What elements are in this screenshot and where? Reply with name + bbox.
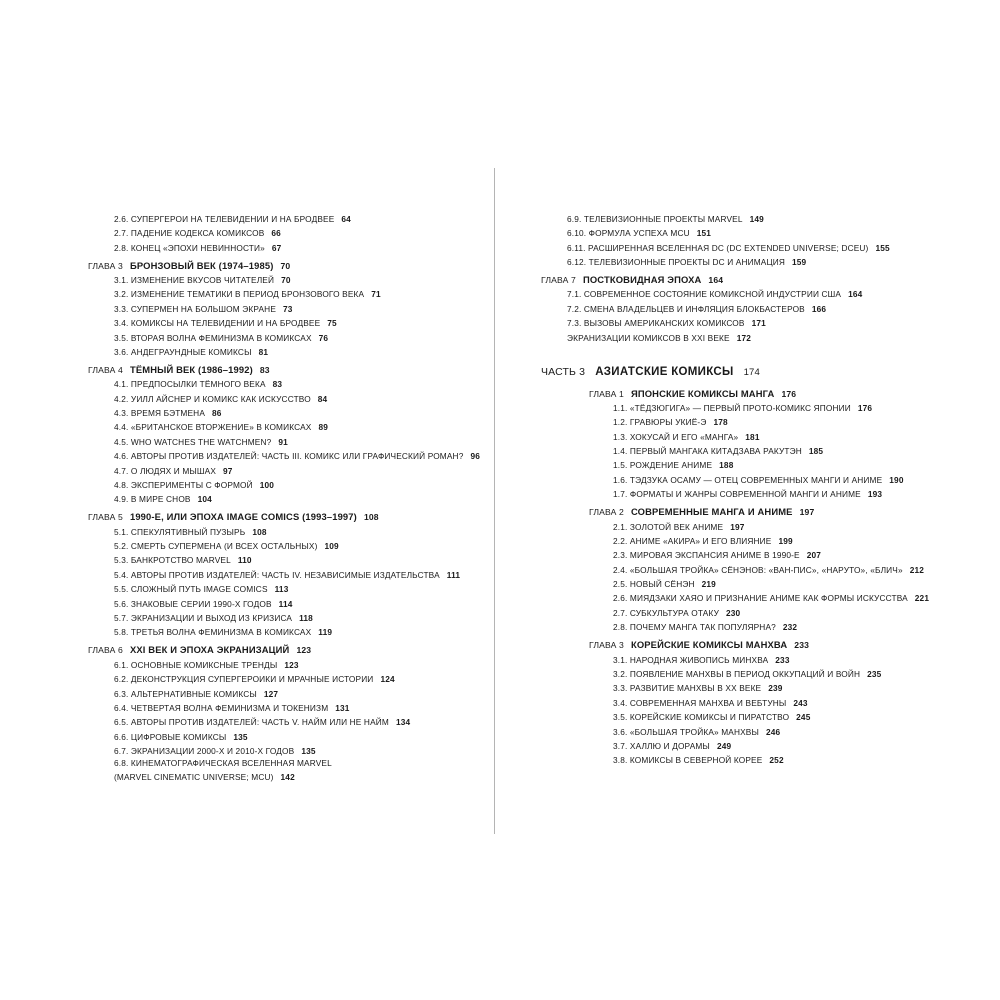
entry-title: 3.1. ИЗМЕНЕНИЕ ВКУСОВ ЧИТАТЕЛЕЙ — [114, 275, 275, 286]
page-number: 178 — [713, 417, 728, 428]
page-number: 134 — [395, 717, 411, 728]
part-heading — [541, 361, 961, 383]
page-number: 243 — [793, 697, 808, 708]
toc-entry — [541, 302, 961, 316]
toc-entry — [88, 464, 488, 478]
toc-chapter-heading — [88, 363, 488, 377]
toc-entry — [88, 658, 488, 672]
entry-title: ЭКРАНИЗАЦИИ КОМИКСОВ В XXI ВЕКЕ — [567, 332, 730, 343]
entry-title: 6.7. ЭКРАНИЗАЦИИ 2000-Х И 2010-Х ГОДОВ — [114, 746, 295, 757]
page-number: 123 — [284, 659, 299, 670]
toc-entry — [541, 577, 961, 591]
entry-title: 4.2. УИЛЛ АЙСНЕР И КОМИКС КАК ИСКУССТВО — [114, 393, 311, 404]
toc-entry — [88, 492, 488, 506]
page-number: 110 — [237, 555, 252, 566]
page-number: 86 — [212, 408, 222, 419]
toc-entry — [88, 420, 488, 434]
page-number: 246 — [765, 726, 781, 737]
toc-entry — [88, 435, 488, 449]
page-number: 233 — [794, 640, 810, 651]
toc-entry — [541, 430, 961, 444]
toc-entry — [541, 473, 961, 487]
chapter-label: ГЛАВА 1 — [589, 388, 624, 399]
page-number: 119 — [318, 627, 333, 638]
toc-entry — [88, 406, 488, 420]
page-number: 207 — [806, 550, 822, 561]
entry-title: 2.8. КОНЕЦ «ЭПОХИ НЕВИННОСТИ» — [114, 242, 265, 253]
toc-entry — [541, 287, 961, 301]
entry-title: 5.4. АВТОРЫ ПРОТИВ ИЗДАТЕЛЕЙ: ЧАСТЬ IV. НЕЗАВИСИМЫЕ ИЗДАТЕЛЬСТВА — [114, 569, 440, 580]
entry-title: 2.4. «БОЛЬШАЯ ТРОЙКА» СЁНЭНОВ: «ВАН-ПИС», «НАРУТО», «БЛИЧ» — [613, 564, 903, 575]
chapter-title: КОРЕЙСКИЕ КОМИКСЫ МАНХВА — [630, 639, 788, 651]
toc-entry — [541, 212, 961, 226]
entry-title: 1.1. «ТЁДЗЮГИГА» — ПЕРВЫЙ ПРОТО-КОМИКС ЯПОНИИ — [613, 402, 851, 413]
toc-entry — [541, 563, 961, 577]
toc-entry — [88, 331, 488, 345]
page-number: 159 — [792, 257, 807, 268]
toc-entry — [88, 525, 488, 539]
entry-title: 6.2. ДЕКОНСТРУКЦИЯ СУПЕРГЕРОИКИ И МРАЧНЫЕ ИСТОРИИ — [114, 674, 374, 685]
entry-title: 1.7. ФОРМАТЫ И ЖАНРЫ СОВРЕМЕННОЙ МАНГИ И АНИМЕ — [613, 489, 861, 500]
page-number: 70 — [280, 260, 291, 271]
page-number: 219 — [701, 579, 716, 590]
toc-entry — [88, 730, 488, 744]
toc-entry — [541, 710, 961, 724]
page-number: 185 — [808, 446, 824, 457]
chapter-title: БРОНЗОВЫЙ ВЕК (1974–1985) — [129, 259, 274, 271]
chapter-title: 1990-Е, ИЛИ ЭПОХА IMAGE COMICS (1993–1997) — [129, 511, 357, 523]
entry-title: 3.6. АНДЕГРАУНДНЫЕ КОМИКСЫ — [114, 347, 252, 358]
entry-title: 6.8. КИНЕМАТОГРАФИЧЕСКАЯ ВСЕЛЕННАЯ MARVEL — [114, 758, 332, 769]
chapter-title: СОВРЕМЕННЫЕ МАНГА И АНИМЕ — [630, 506, 793, 518]
page-number: 232 — [782, 622, 798, 633]
toc-entry — [88, 597, 488, 611]
page-number: 104 — [197, 494, 212, 505]
entry-title: 5.7. ЭКРАНИЗАЦИИ И ВЫХОД ИЗ КРИЗИСА — [114, 613, 293, 624]
page-number: 135 — [301, 746, 316, 757]
toc-entry — [88, 672, 488, 686]
entry-title: 5.6. ЗНАКОВЫЕ СЕРИИ 1990-Х ГОДОВ — [114, 598, 272, 609]
page-number: 176 — [781, 388, 797, 399]
toc-entry — [88, 345, 488, 359]
page-number: 96 — [470, 451, 480, 462]
entry-title: 7.1. СОВРЕМЕННОЕ СОСТОЯНИЕ КОМИКСНОЙ ИНДУСТРИИ США — [567, 289, 842, 300]
page-number: 252 — [769, 755, 784, 766]
page-number: 155 — [875, 242, 890, 253]
entry-title: 3.5. ВТОРАЯ ВОЛНА ФЕМИНИЗМА В КОМИКСАХ — [114, 332, 312, 343]
page-number: 151 — [696, 228, 712, 239]
page-number: 176 — [857, 402, 873, 413]
toc-section-part3 — [541, 387, 961, 768]
entry-title: 3.2. ИЗМЕНЕНИЕ ТЕМАТИКИ В ПЕРИОД БРОНЗОВОГО ВЕКА — [114, 289, 365, 300]
chapter-label: ГЛАВА 6 — [88, 645, 123, 656]
page-number: 111 — [446, 569, 461, 580]
entry-title: 3.3. СУПЕРМЕН НА БОЛЬШОМ ЭКРАНЕ — [114, 303, 277, 314]
toc-entry — [541, 696, 961, 710]
page-number: 171 — [751, 318, 766, 329]
toc-entry — [88, 568, 488, 582]
page-number: 212 — [909, 564, 925, 575]
toc-entry — [541, 739, 961, 753]
page-number: 197 — [799, 507, 815, 518]
entry-title: 4.6. АВТОРЫ ПРОТИВ ИЗДАТЕЛЕЙ: ЧАСТЬ III. КОМИКС ИЛИ ГРАФИЧЕСКИЙ РОМАН? — [114, 451, 464, 462]
page-number: 149 — [749, 214, 764, 224]
toc-entry — [88, 553, 488, 567]
page-number: 233 — [775, 654, 790, 665]
page-number: 70 — [281, 275, 291, 286]
page-number: 83 — [272, 379, 283, 390]
entry-title: 5.3. БАНКРОТСТВО MARVEL — [114, 555, 231, 566]
part-title: АЗИАТСКИЕ КОМИКСЫ — [595, 366, 734, 379]
entry-title: 4.8. ЭКСПЕРИМЕНТЫ С ФОРМОЙ — [114, 480, 253, 491]
page-number: 166 — [811, 303, 827, 314]
entry-title: 5.2. СМЕРТЬ СУПЕРМЕНА (И ВСЕХ ОСТАЛЬНЫХ) — [114, 541, 318, 552]
toc-entry — [541, 534, 961, 548]
chapter-title: ПОСТКОВИДНАЯ ЭПОХА — [582, 274, 702, 286]
toc-entry — [541, 620, 961, 634]
page-number: 190 — [889, 474, 904, 485]
page-number: 197 — [730, 521, 745, 532]
chapter-title: ТЁМНЫЙ ВЕК (1986–1992) — [129, 363, 253, 375]
entry-title: 1.6. ТЭДЗУКА ОСАМУ — ОТЕЦ СОВРЕМЕННЫХ МАНГИ И АНИМЕ — [613, 474, 883, 485]
chapter-label: ГЛАВА 2 — [589, 507, 624, 518]
page-number: 199 — [778, 535, 793, 546]
chapter-title: ЯПОНСКИЕ КОМИКСЫ МАНГА — [630, 387, 775, 399]
toc-entry — [88, 758, 488, 770]
entry-title: 6.4. ЧЕТВЕРТАЯ ВОЛНА ФЕМИНИЗМА И ТОКЕНИЗМ — [114, 702, 329, 713]
toc-entry — [541, 681, 961, 695]
toc-chapter-heading — [88, 259, 488, 273]
entry-title: (MARVEL CINEMATIC UNIVERSE; MCU) — [114, 771, 274, 782]
entry-title: 3.4. КОМИКСЫ НА ТЕЛЕВИДЕНИИ И НА БРОДВЕЕ — [114, 318, 321, 329]
page-number: 66 — [271, 228, 281, 239]
entry-title: 2.5. НОВЫЙ СЁНЭН — [613, 579, 695, 590]
toc-entry — [88, 302, 488, 316]
toc-entry — [541, 591, 961, 605]
toc-chapter-heading — [541, 387, 961, 401]
page-number: 64 — [341, 214, 351, 224]
entry-title: 7.3. ВЫЗОВЫ АМЕРИКАНСКИХ КОМИКСОВ — [567, 318, 745, 329]
entry-title: 2.2. АНИМЕ «АКИРА» И ЕГО ВЛИЯНИЕ — [613, 535, 772, 546]
left-page — [88, 212, 488, 784]
entry-title: 2.8. ПОЧЕМУ МАНГА ТАК ПОПУЛЯРНА? — [613, 622, 776, 633]
entry-title: 3.7. ХАЛЛЮ И ДОРАМЫ — [613, 740, 710, 751]
entry-title: 2.6. МИЯДЗАКИ ХАЯО И ПРИЗНАНИЕ АНИМЕ КАК ФОРМЫ ИСКУССТВА — [613, 593, 908, 604]
page-number: 91 — [278, 436, 288, 447]
toc-chapter-heading — [88, 510, 488, 524]
page-number: 135 — [233, 731, 248, 742]
toc-chapter-heading — [88, 643, 488, 657]
toc-chapter-heading — [541, 505, 961, 519]
page-number: 73 — [283, 303, 293, 314]
entry-title: 2.7. СУБКУЛЬТУРА ОТАКУ — [613, 607, 719, 618]
entry-title: 1.2. ГРАВЮРЫ УКИЁ-Э — [613, 417, 707, 428]
page-divider — [494, 168, 495, 834]
entry-title: 2.7. ПАДЕНИЕ КОДЕКСА КОМИКСОВ — [114, 228, 265, 239]
entry-title: 6.1. ОСНОВНЫЕ КОМИКСНЫЕ ТРЕНДЫ — [114, 659, 278, 670]
toc-entry — [88, 226, 488, 240]
chapter-label: ГЛАВА 5 — [88, 512, 123, 523]
page-number: 109 — [324, 541, 339, 552]
page-number: 235 — [867, 668, 882, 679]
chapter-label: ГЛАВА 3 — [88, 260, 123, 271]
toc-entry — [541, 520, 961, 534]
toc-entry — [88, 715, 488, 729]
toc-entry — [88, 287, 488, 301]
toc-entry — [88, 770, 488, 784]
page-number: 181 — [745, 431, 760, 442]
page-number: 67 — [271, 242, 282, 253]
toc-entry — [541, 415, 961, 429]
entry-title: 3.4. СОВРЕМЕННАЯ МАНХВА И ВЕБТУНЫ — [613, 697, 787, 708]
page-number: 118 — [299, 613, 313, 624]
page-number: 123 — [296, 645, 312, 656]
toc-entry — [541, 458, 961, 472]
toc-entry — [88, 701, 488, 715]
chapter-title: XXI ВЕК И ЭПОХА ЭКРАНИЗАЦИЙ — [129, 644, 290, 656]
page-number: 124 — [380, 674, 395, 685]
chapter-label: ГЛАВА 3 — [589, 640, 624, 651]
page-number: 108 — [252, 526, 267, 537]
page-number: 193 — [867, 489, 883, 500]
toc-entry — [88, 478, 488, 492]
part-label: ЧАСТЬ 3 — [541, 366, 586, 379]
entry-title: 3.8. КОМИКСЫ В СЕВЕРНОЙ КОРЕЕ — [613, 755, 763, 766]
chapter-label: ГЛАВА 7 — [541, 275, 576, 286]
toc-entry — [541, 606, 961, 620]
entry-title: 4.9. В МИРЕ СНОВ — [114, 494, 191, 505]
page-number: 131 — [335, 702, 350, 713]
entry-title: 6.5. АВТОРЫ ПРОТИВ ИЗДАТЕЛЕЙ: ЧАСТЬ V. НАЙМ ИЛИ НЕ НАЙМ — [114, 717, 389, 728]
page-number: 75 — [327, 318, 337, 329]
toc-entry — [88, 449, 488, 463]
toc-entry — [541, 444, 961, 458]
entry-title: 3.5. КОРЕЙСКИЕ КОМИКСЫ И ПИРАТСТВО — [613, 712, 790, 723]
toc-entry — [88, 744, 488, 758]
entry-title: 6.10. ФОРМУЛА УСПЕХА MCU — [567, 228, 690, 239]
toc-entry — [88, 539, 488, 553]
entry-title: 6.12. ТЕЛЕВИЗИОННЫЕ ПРОЕКТЫ DC И АНИМАЦИЯ — [567, 257, 786, 268]
toc-entry — [88, 687, 488, 701]
toc-entry — [541, 241, 961, 255]
entry-title: 4.1. ПРЕДПОСЫЛКИ ТЁМНОГО ВЕКА — [114, 379, 266, 390]
toc-entry — [88, 241, 488, 255]
page-number: 142 — [280, 771, 295, 782]
page-number: 76 — [318, 332, 329, 343]
page-number: 114 — [278, 598, 293, 609]
toc-entry — [541, 255, 961, 269]
toc-entry — [88, 392, 488, 406]
toc-entry — [88, 611, 488, 625]
toc-section-part2-end — [541, 212, 961, 345]
entry-title: 2.1. ЗОЛОТОЙ ВЕК АНИМЕ — [613, 521, 724, 532]
toc-entry — [541, 331, 961, 345]
toc-entry — [88, 273, 488, 287]
toc-entry — [541, 753, 961, 767]
page-number: 249 — [716, 740, 732, 751]
entry-title: 3.1. НАРОДНАЯ ЖИВОПИСЬ МИНХВА — [613, 654, 769, 665]
toc-entry — [541, 401, 961, 415]
entry-title: 5.5. СЛОЖНЫЙ ПУТЬ IMAGE COMICS — [114, 584, 268, 595]
page-number: 89 — [318, 422, 328, 433]
entry-title: 6.9. ТЕЛЕВИЗИОННЫЕ ПРОЕКТЫ MARVEL — [567, 214, 743, 224]
page-number: 230 — [726, 607, 741, 618]
toc-entry — [88, 582, 488, 596]
toc-entry — [541, 226, 961, 240]
page-number: 221 — [914, 593, 930, 604]
page-number: 100 — [259, 480, 275, 491]
page-number: 172 — [736, 332, 751, 343]
part-page-number: 174 — [743, 367, 760, 379]
toc-entry — [88, 212, 488, 226]
entry-title: 3.2. ПОЯВЛЕНИЕ МАНХВЫ В ПЕРИОД ОККУПАЦИЙ И ВОЙН — [613, 668, 861, 679]
entry-title: 4.5. WHO WATCHES THE WATCHMEN? — [114, 436, 272, 447]
page-number: 188 — [719, 460, 734, 471]
page-number: 84 — [317, 393, 328, 404]
page-number: 113 — [274, 584, 289, 595]
page-number: 81 — [258, 347, 269, 358]
entry-title: 5.8. ТРЕТЬЯ ВОЛНА ФЕМИНИЗМА В КОМИКСАХ — [114, 627, 312, 638]
entry-title: 4.7. О ЛЮДЯХ И МЫШАХ — [114, 465, 217, 476]
toc-entry — [88, 377, 488, 391]
page-number: 83 — [259, 364, 270, 375]
entry-title: 1.4. ПЕРВЫЙ МАНГАКА КИТАДЗАВА РАКУТЭН — [613, 446, 802, 457]
entry-title: 6.11. РАСШИРЕННАЯ ВСЕЛЕННАЯ DC (DC EXTENDED UNIVERSE; DCEU) — [567, 242, 869, 253]
entry-title: 5.1. СПЕКУЛЯТИВНЫЙ ПУЗЫРЬ — [114, 526, 246, 537]
entry-title: 1.5. РОЖДЕНИЕ АНИМЕ — [613, 460, 713, 471]
entry-title: 4.4. «БРИТАНСКОЕ ВТОРЖЕНИЕ» В КОМИКСАХ — [114, 422, 312, 433]
chapter-label: ГЛАВА 4 — [88, 364, 123, 375]
page-number: 164 — [848, 289, 863, 300]
toc-entry — [541, 653, 961, 667]
toc-entry — [88, 625, 488, 639]
page-number: 71 — [371, 289, 381, 300]
entry-title: 7.2. СМЕНА ВЛАДЕЛЬЦЕВ И ИНФЛЯЦИЯ БЛОКБАСТЕРОВ — [567, 303, 805, 314]
entry-title: 1.3. ХОКУСАЙ И ЕГО «МАНГА» — [613, 431, 739, 442]
toc-chapter-heading — [541, 273, 961, 287]
page-number: 97 — [223, 465, 233, 476]
toc-entry — [541, 487, 961, 501]
page-number: 108 — [363, 512, 379, 523]
entry-title: 6.3. АЛЬТЕРНАТИВНЫЕ КОМИКСЫ — [114, 688, 257, 699]
entry-title: 6.6. ЦИФРОВЫЕ КОМИКСЫ — [114, 731, 227, 742]
page-number: 245 — [796, 712, 811, 723]
page-number: 239 — [768, 683, 783, 694]
entry-title: 3.6. «БОЛЬШАЯ ТРОЙКА» МАНХВЫ — [613, 726, 759, 737]
entry-title: 4.3. ВРЕМЯ БЭТМЕНА — [114, 408, 206, 419]
right-page — [541, 212, 961, 768]
toc-entry — [541, 725, 961, 739]
toc-chapter-heading — [541, 638, 961, 652]
entry-title: 2.3. МИРОВАЯ ЭКСПАНСИЯ АНИМЕ В 1990-Е — [613, 550, 800, 561]
toc-entry — [541, 667, 961, 681]
page-number: 127 — [263, 688, 279, 699]
toc-entry — [541, 548, 961, 562]
toc-entry — [541, 316, 961, 330]
toc-entry — [88, 316, 488, 330]
entry-title: 3.3. РАЗВИТИЕ МАНХВЫ В XX ВЕКЕ — [613, 683, 762, 694]
entry-title: 2.6. СУПЕРГЕРОИ НА ТЕЛЕВИДЕНИИ И НА БРОДВЕЕ — [114, 214, 335, 224]
page-number: 164 — [708, 275, 724, 286]
